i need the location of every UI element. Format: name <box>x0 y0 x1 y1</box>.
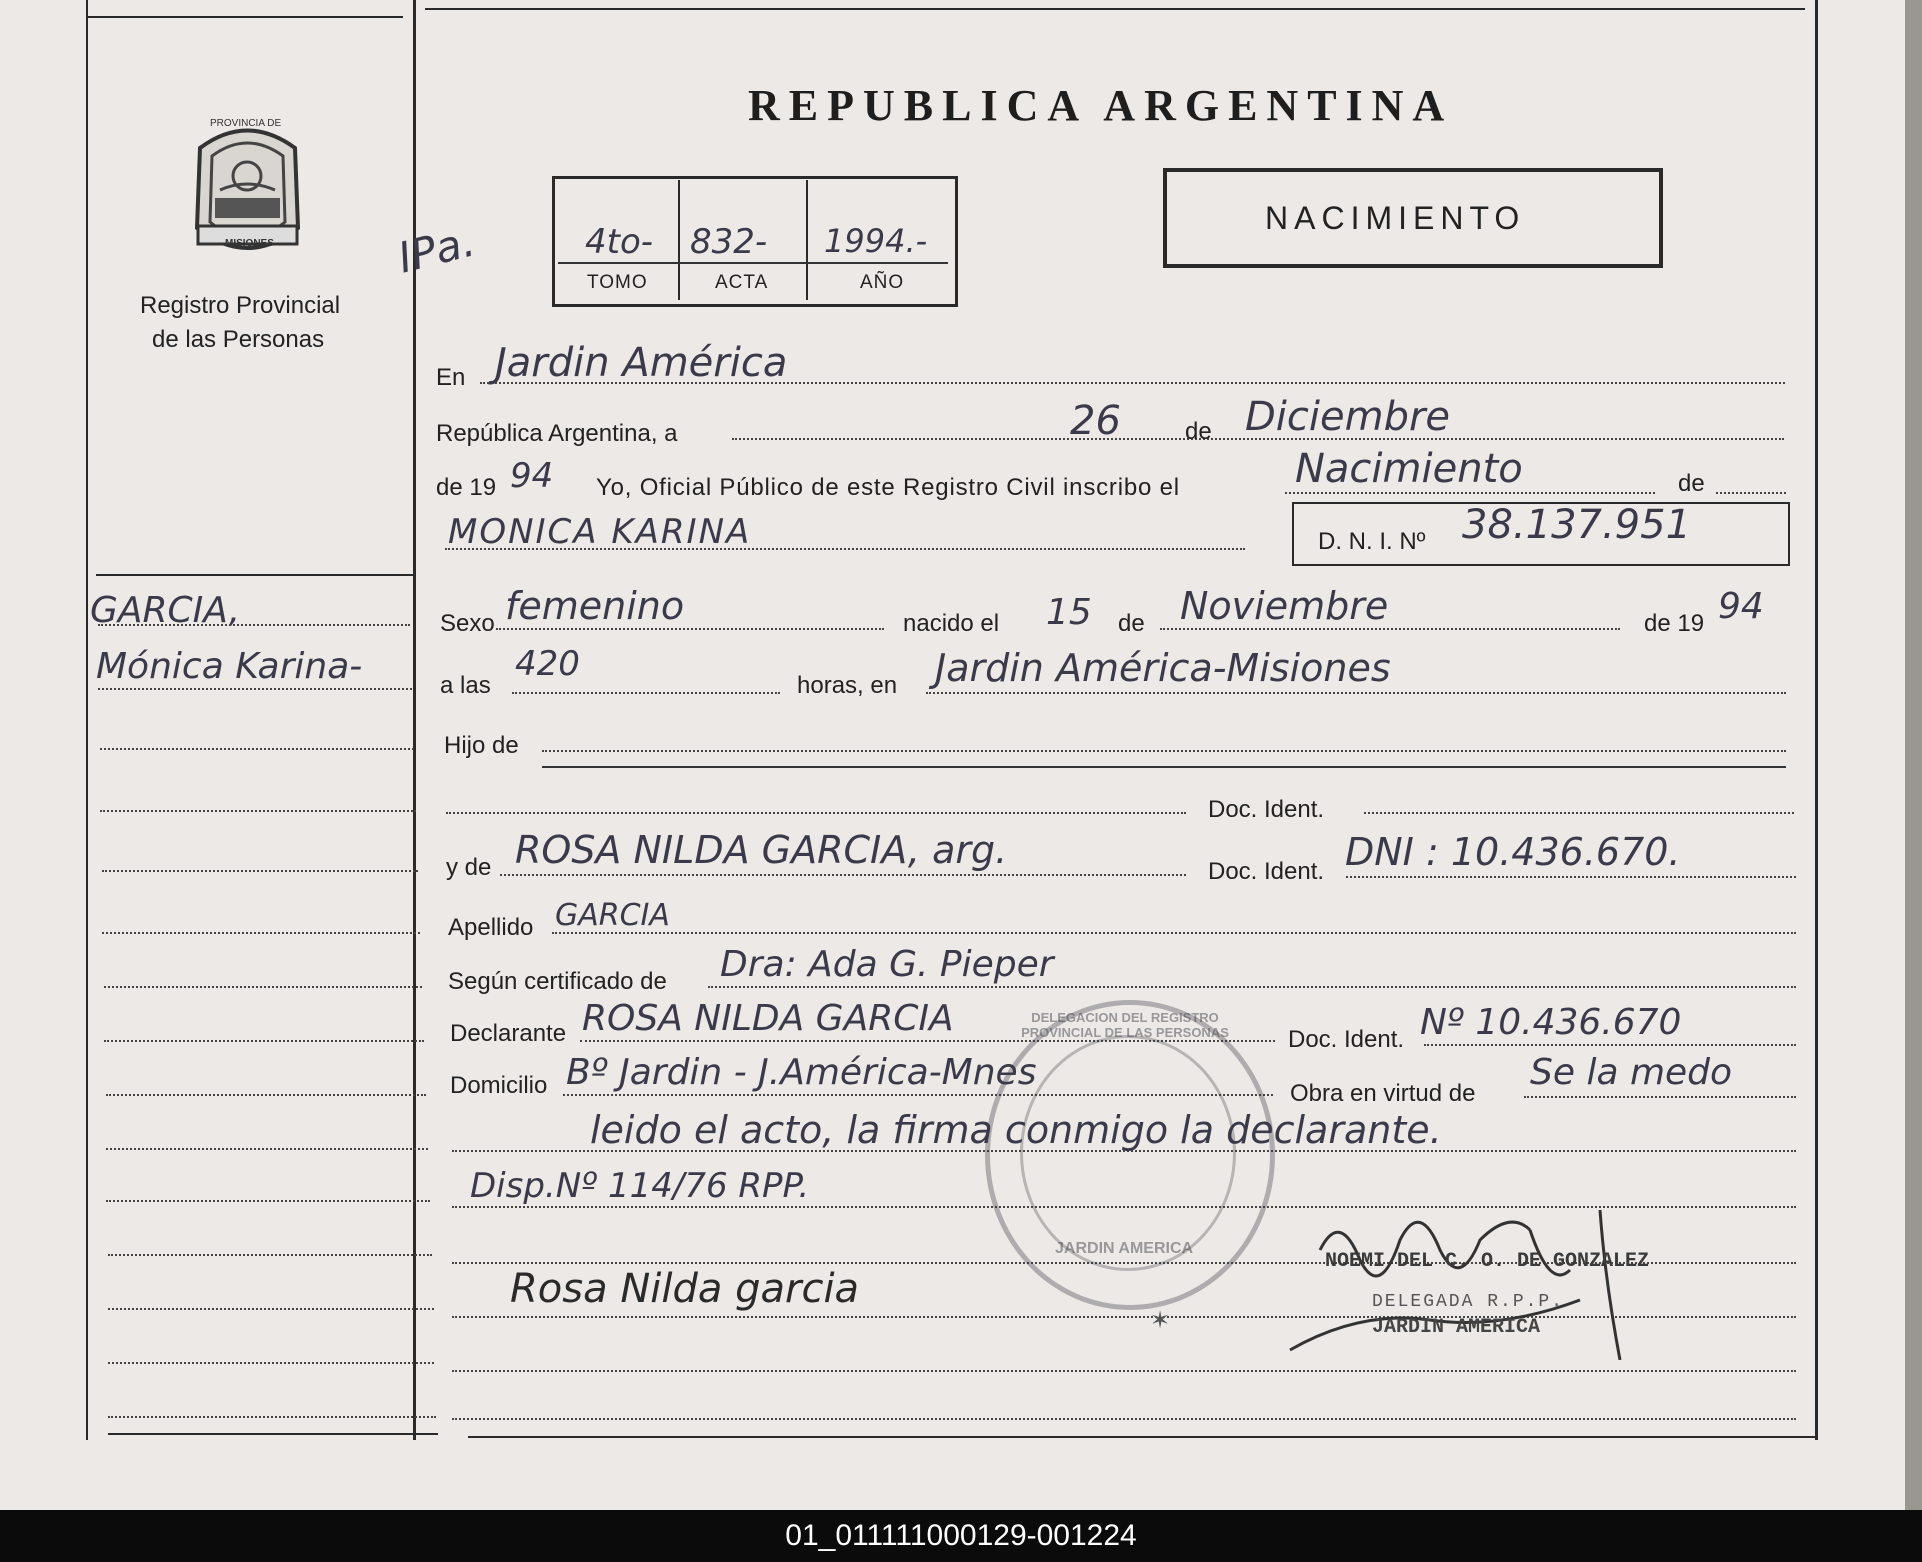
nacido-label: nacido el <box>903 610 1000 637</box>
acta-value: 832- <box>690 222 768 262</box>
seal-text-top: PROVINCIA DE <box>210 118 282 129</box>
extra-text-2: Disp.Nº 114/76 RPP. <box>470 1166 810 1206</box>
page-title: REPUBLICA ARGENTINA <box>748 81 1454 130</box>
de-label-1: de <box>1185 418 1212 445</box>
sexo-line <box>496 628 884 630</box>
margin-header-rule <box>96 574 414 576</box>
margin-line-5 <box>102 870 418 872</box>
extra-text-1: leido el acto, la firma conmigo la declarante. <box>590 1108 1442 1152</box>
record-box-divider-1 <box>678 180 680 300</box>
official-stamp-place: JARDIN AMERICA <box>1372 1316 1541 1339</box>
official-stamp-name: NOEMI DEL C. O. DE GONZALEZ <box>1325 1250 1650 1273</box>
margin-line-1 <box>98 624 410 626</box>
anio-value: 1994.- <box>824 222 928 260</box>
certificate-type: NACIMIENTO <box>1265 200 1526 236</box>
margin-line-9 <box>106 1094 426 1096</box>
apellido-line <box>552 932 1796 934</box>
doc-ident-label-3: Doc. Ident. <box>1288 1026 1405 1053</box>
declarante-value: ROSA NILDA GARCIA <box>582 998 954 1039</box>
birth-year: 94 <box>1718 586 1764 627</box>
apellido-label: Apellido <box>448 914 534 941</box>
apellido-value: GARCIA <box>555 898 670 933</box>
record-box-underline <box>558 262 948 264</box>
doc-ident-line-1 <box>1364 812 1794 814</box>
mother-line <box>500 874 1186 876</box>
official-stamp-role: DELEGADA R.P.P. <box>1372 1292 1565 1312</box>
record-box-divider-2 <box>806 180 808 300</box>
mother-value: ROSA NILDA GARCIA, arg. <box>515 828 1008 872</box>
margin-given-names: Mónica Karina- <box>96 646 363 687</box>
year-prefix-2: de 19 <box>1644 610 1705 637</box>
segun-value: Dra: Ada G. Pieper <box>720 944 1054 985</box>
margin-line-13 <box>108 1308 434 1310</box>
right-frame-line <box>1815 0 1818 1440</box>
margin-line-15 <box>108 1416 436 1418</box>
year-prefix: de 19 <box>436 474 497 501</box>
declarante-signature: Rosa Nilda garcia <box>510 1266 860 1312</box>
birth-month: Noviembre <box>1180 584 1389 628</box>
margin-line-14 <box>108 1362 434 1364</box>
doc-ident-label-1: Doc. Ident. <box>1208 796 1325 823</box>
margin-line-8 <box>104 1040 424 1042</box>
father-line <box>446 812 1186 814</box>
republica-label: República Argentina, a <box>436 420 678 447</box>
domicilio-label: Domicilio <box>450 1072 548 1099</box>
segun-label: Según certificado de <box>448 968 667 995</box>
margin-surname: GARCIA, <box>90 590 241 631</box>
stamp-star-icon: ✶ <box>1150 1307 1171 1334</box>
top-rule-right <box>425 8 1805 10</box>
obra-value: Se la medo <box>1530 1052 1733 1093</box>
yde-label: y de <box>446 854 492 881</box>
birth-day: 15 <box>1046 592 1092 633</box>
image-id-footer: 01_011111000129-001224 <box>0 1510 1922 1562</box>
declarante-doc: Nº 10.436.670 <box>1420 1002 1682 1043</box>
hijo-label: Hijo de <box>444 732 519 759</box>
margin-line-3 <box>100 748 414 750</box>
acta-label: ACTA <box>715 272 769 293</box>
margin-line-4 <box>100 810 416 812</box>
doc-ident-line-3 <box>1424 1044 1796 1046</box>
oficial-label: Yo, Oficial Público de este Registro Civil inscribo el <box>596 474 1180 501</box>
anio-label: AÑO <box>860 272 905 293</box>
de-label-2: de <box>1678 470 1705 497</box>
margin-line-7 <box>104 986 422 988</box>
round-stamp-place: JARDIN AMERICA <box>1055 1240 1194 1257</box>
inscribe-value: Nacimiento <box>1295 446 1523 492</box>
birth-month-line <box>1160 628 1620 630</box>
margin-left-line <box>86 0 88 1440</box>
en-label: En <box>436 364 466 391</box>
declarante-label: Declarante <box>450 1020 567 1047</box>
year-value: 94 <box>510 456 554 496</box>
tomo-label: TOMO <box>587 272 648 293</box>
sexo-value: femenino <box>505 584 685 628</box>
mother-doc: DNI : 10.436.670. <box>1345 830 1681 874</box>
en-value: Jardin América <box>495 340 788 386</box>
dni-label: D. N. I. Nº <box>1318 528 1426 555</box>
extra-line-6 <box>452 1418 1796 1420</box>
alas-label: a las <box>440 672 491 699</box>
person-name: MONICA KARINA <box>448 512 752 552</box>
hijo-line <box>542 750 1786 752</box>
obra-line <box>1524 1096 1796 1098</box>
margin-line-6 <box>102 932 420 934</box>
sexo-label: Sexo <box>440 610 495 637</box>
seal-text-bottom: MISIONES <box>225 238 274 249</box>
obra-label: Obra en virtud de <box>1290 1080 1476 1107</box>
registry-name-line2: de las Personas <box>152 326 325 353</box>
horas-label: horas, en <box>797 672 898 699</box>
day-value: 26 <box>1070 398 1121 444</box>
hijo-line-2 <box>542 766 1786 768</box>
place-line <box>926 692 1786 694</box>
margin-line-12 <box>108 1254 432 1256</box>
doc-ident-line-2 <box>1346 876 1796 878</box>
de-line-2 <box>1716 492 1786 494</box>
page-edge <box>1905 0 1922 1510</box>
registry-name-line1: Registro Provincial <box>140 292 341 319</box>
hora-value: 420 <box>515 644 580 684</box>
round-stamp-text: DELEGACION DEL REGISTRO PROVINCIAL DE LAS PERSONAS <box>1021 1010 1229 1040</box>
round-stamp-inner <box>1020 1035 1236 1271</box>
month-value: Diciembre <box>1245 394 1451 440</box>
segun-line <box>708 986 1796 988</box>
margin-line-10 <box>106 1148 428 1150</box>
doc-ident-label-2: Doc. Ident. <box>1208 858 1325 885</box>
margin-line-11 <box>106 1200 430 1202</box>
bottom-rule-right <box>468 1436 1818 1438</box>
tomo-value: 4to- <box>585 222 654 262</box>
left-column-divider <box>413 0 416 1440</box>
domicilio-value: Bº Jardin - J.América-Mnes <box>566 1052 1037 1093</box>
dni-value: 38.137.951 <box>1462 502 1692 548</box>
margin-line-2 <box>98 688 412 690</box>
inscribe-line <box>1285 492 1655 494</box>
place-value: Jardin América-Misiones <box>935 646 1391 690</box>
bottom-rule-left <box>108 1433 438 1435</box>
hora-line <box>512 692 780 694</box>
top-rule-left <box>86 16 403 18</box>
extra-line-5 <box>452 1370 1796 1372</box>
stamp-note: IPa. <box>393 216 480 283</box>
de-label-3: de <box>1118 610 1145 637</box>
